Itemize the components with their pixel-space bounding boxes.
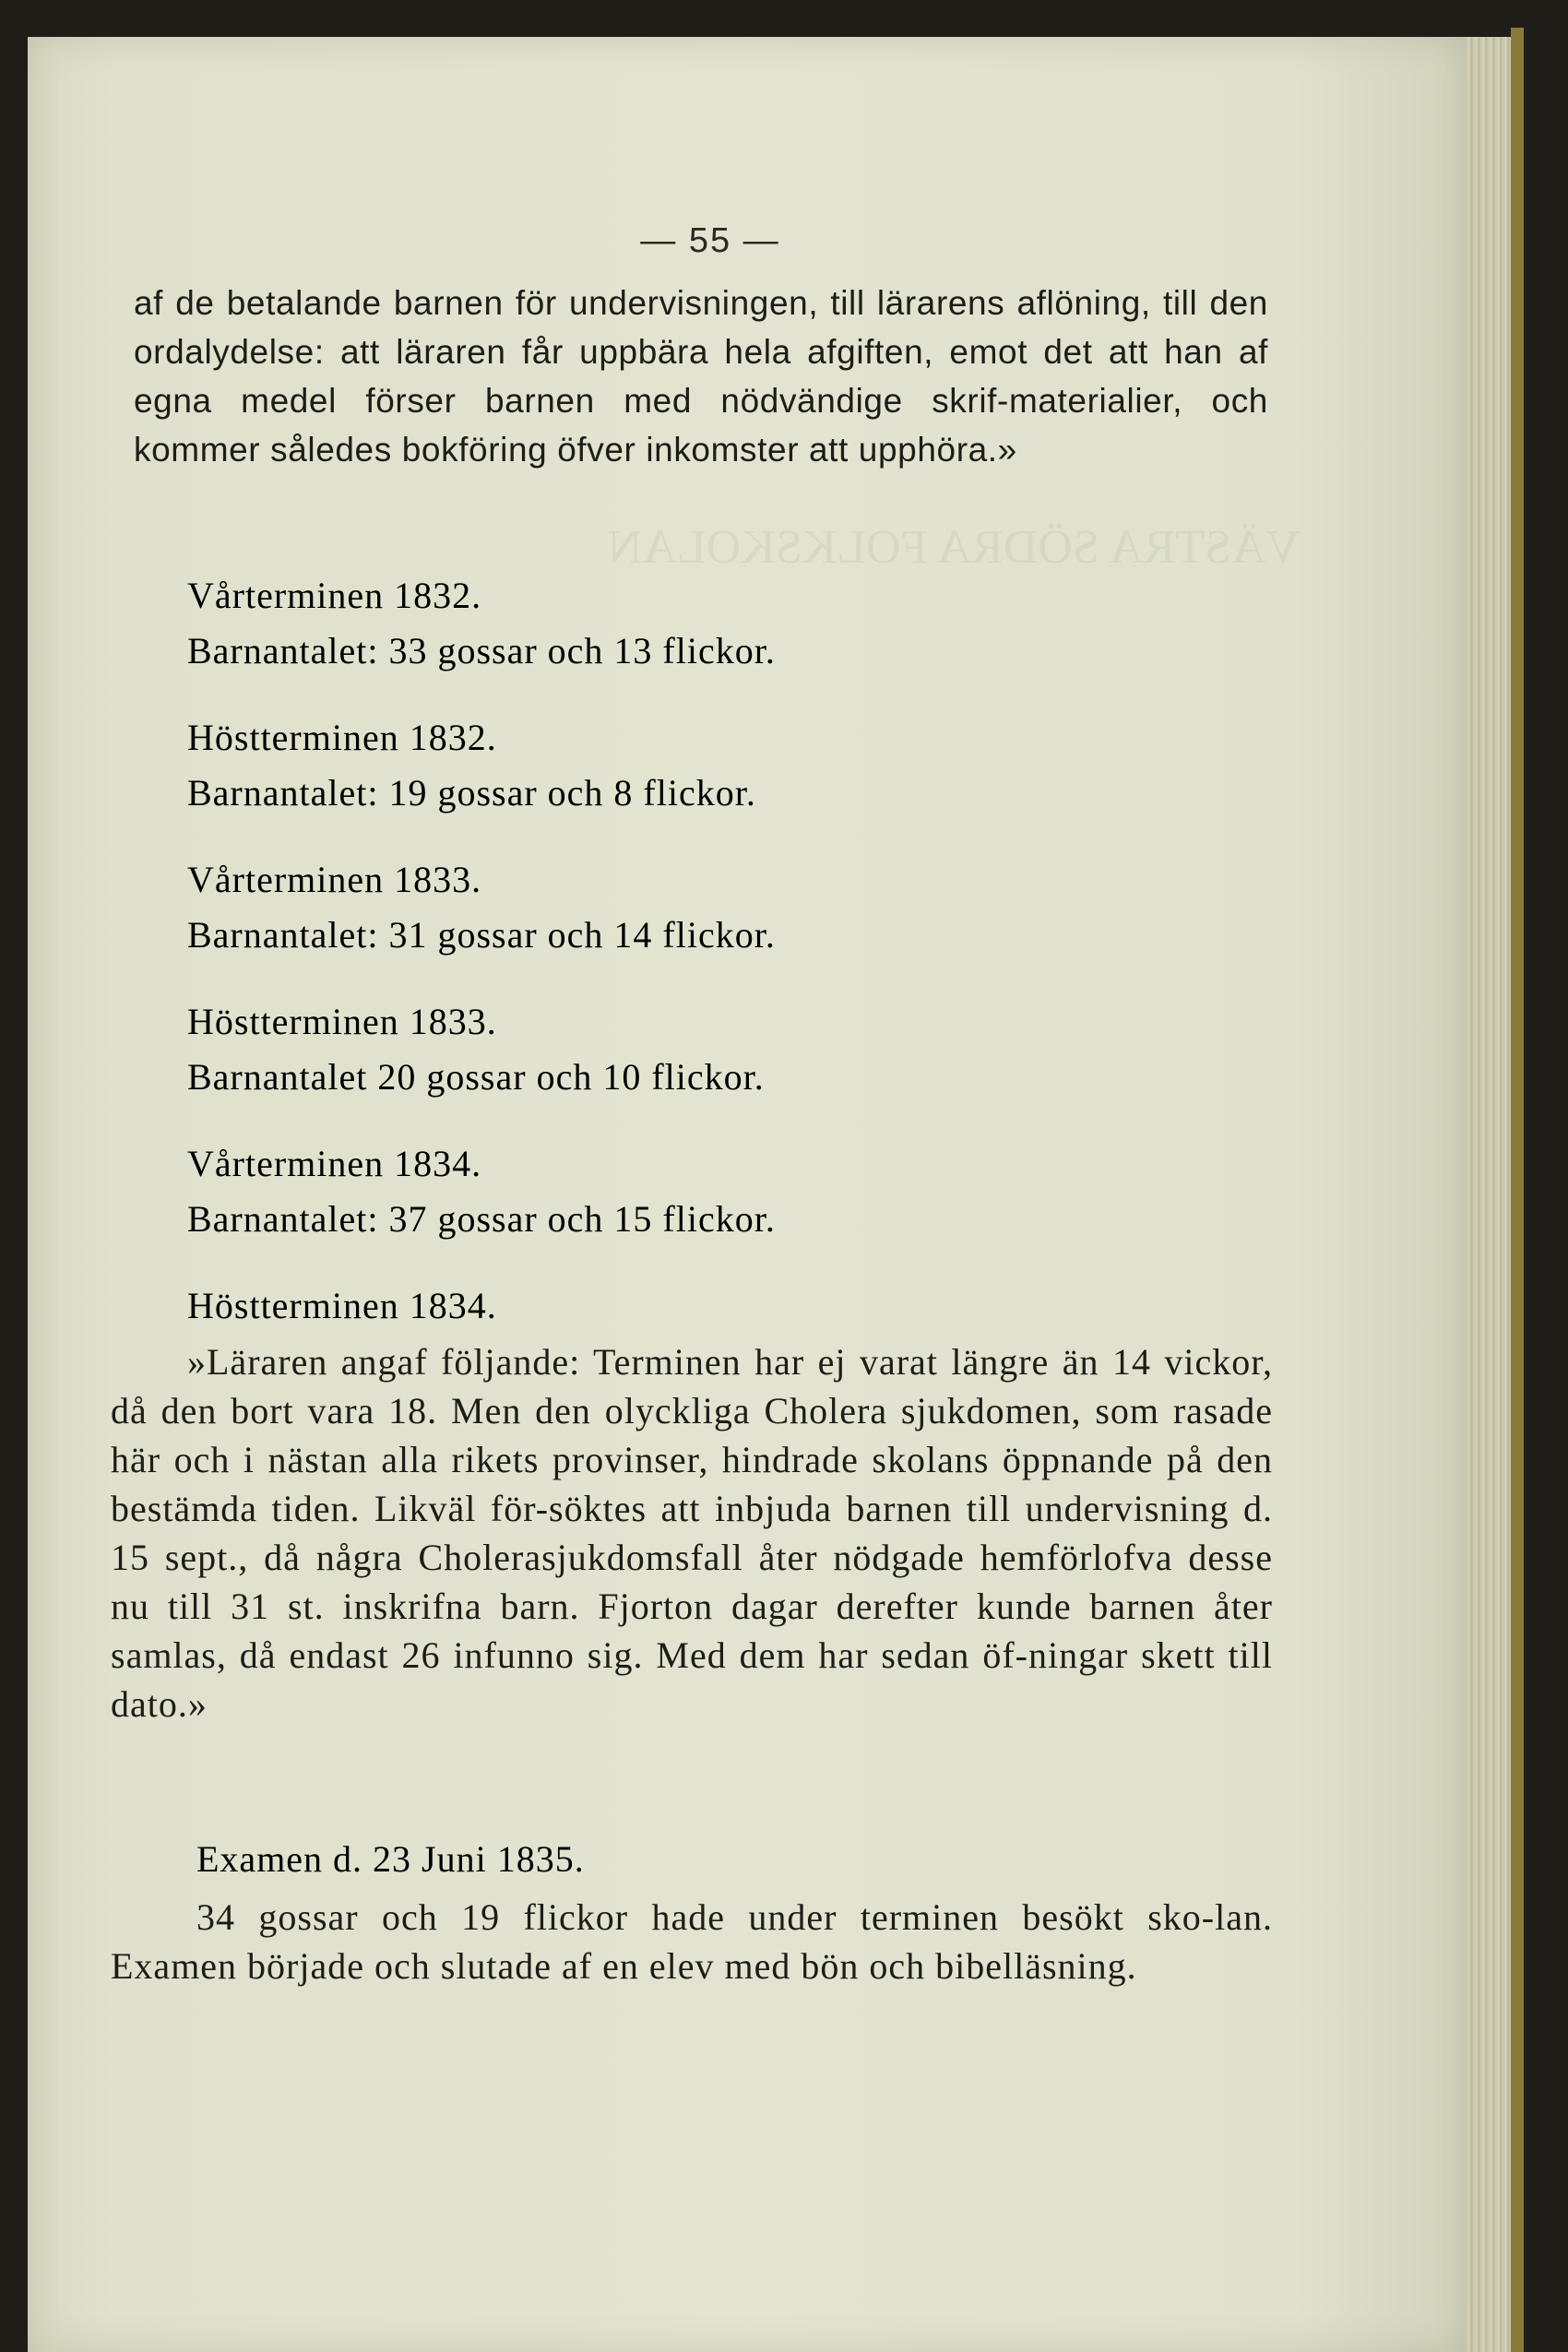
term-heading: Höstterminen 1832.	[187, 717, 497, 758]
paper-page	[28, 37, 1467, 2352]
term-heading: Höstterminen 1834.	[187, 1285, 497, 1326]
term-heading: Vårterminen 1832.	[187, 575, 482, 616]
student-count: Barnantalet 20 gossar och 10 flickor.	[187, 1056, 765, 1098]
student-count: Barnantalet: 37 gossar och 15 flickor.	[187, 1198, 776, 1240]
student-count: Barnantalet: 31 gossar och 14 flickor.	[187, 914, 776, 956]
page-edges	[1467, 37, 1511, 2352]
term-heading: Höstterminen 1833.	[187, 1001, 497, 1042]
student-count: Barnantalet: 33 gossar och 13 flickor.	[187, 630, 776, 671]
term-heading: Vårterminen 1834.	[187, 1143, 482, 1184]
term-heading: Vårterminen 1833.	[187, 859, 482, 900]
teacher-report-quote: »Läraren angaf följande: Terminen har ej varat längre än 14 vickor, då den bort vara 18. Men den olyckliga Cholera sjukdomen, som rasade här och i nästan alla rikets provinser, hindrade skolans öppnande på den bestämda tiden. Likväl för-söktes att inbjuda barnen till undervisning d. 15 sept., då några Cholerasjukdomsfall åter nödgade hemförlofva desse nu till 31 st. inskrifna barn. Fjorton dagar derefter kunde barnen åter samlas, då endast 26 infunno sig. Med dem har sedan öf-ningar skett till dato.»	[111, 1341, 1273, 1725]
bleed-through-shadow: VÄSTRA SÖDRA FOLKSKOLAN	[607, 521, 1301, 574]
exam-heading: Examen d. 23 Juni 1835.	[196, 1838, 585, 1880]
student-count: Barnantalet: 19 gossar och 8 flickor.	[187, 772, 756, 814]
opening-paragraph: af de betalande barnen för undervisningen, till lärarens aflöning, till den ordalydelse: att läraren får uppbära hela afgiften, emot det att han af egna medel förser barnen med nödvändige skrif-materialier, och kommer således bokföring öfver inkomster att upphöra.»	[134, 284, 1268, 469]
exam-paragraph: 34 gossar och 19 flickor hade under terminen besökt sko-lan. Examen började och slutade af en elev med bön och bibelläsning.	[111, 1896, 1273, 1987]
book-cover-edge	[1511, 28, 1524, 2352]
page-number: — 55 —	[640, 221, 780, 260]
